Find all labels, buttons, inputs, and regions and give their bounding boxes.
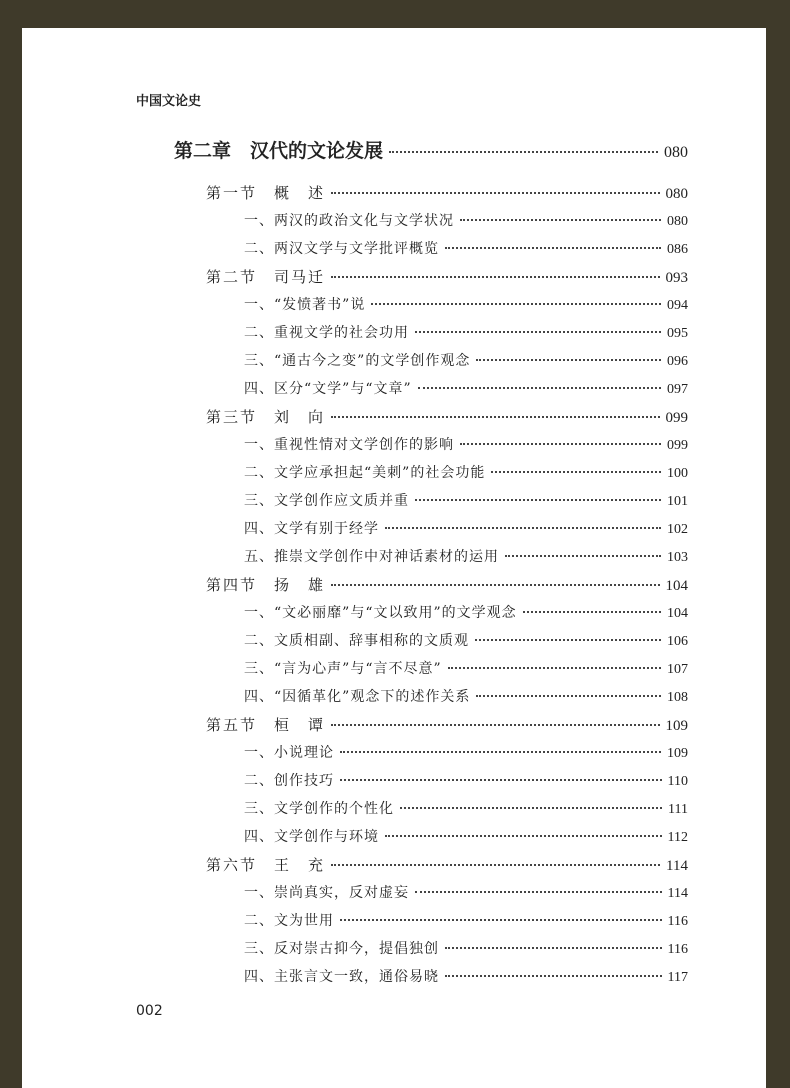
dot-leader bbox=[371, 303, 661, 305]
running-head: 中国文论史 bbox=[136, 94, 202, 109]
toc-item-title: 三、反对崇古抑今，提倡独创 bbox=[244, 941, 439, 957]
toc-section bbox=[206, 854, 688, 875]
toc-section bbox=[206, 714, 688, 735]
toc-item bbox=[244, 490, 688, 510]
dot-leader bbox=[389, 151, 658, 153]
dot-leader bbox=[476, 695, 661, 697]
toc-item-page: 117 bbox=[667, 970, 688, 985]
toc-item-page: 110 bbox=[667, 774, 688, 789]
toc-item-title: 二、两汉文学与文学批评概览 bbox=[244, 241, 439, 257]
toc-section-title: 第六节 王 充 bbox=[206, 856, 326, 874]
toc-item-title: 一、“发愤著书”说 bbox=[244, 297, 366, 313]
toc-chapter bbox=[174, 136, 688, 163]
page-number: 002 bbox=[136, 1003, 163, 1019]
toc-item bbox=[244, 630, 688, 650]
dot-leader bbox=[523, 611, 661, 613]
toc-item-title: 一、重视性情对文学创作的影响 bbox=[244, 437, 454, 453]
toc-section bbox=[206, 182, 688, 203]
toc-item-title: 四、区分“文学”与“文章” bbox=[244, 381, 412, 397]
toc-item bbox=[244, 798, 688, 818]
dot-leader bbox=[331, 416, 659, 418]
toc-section bbox=[206, 574, 688, 595]
toc-item bbox=[244, 378, 688, 398]
dot-leader bbox=[418, 387, 661, 389]
toc-item-page: 112 bbox=[667, 830, 688, 845]
dot-leader bbox=[505, 555, 661, 557]
toc-item-page: 109 bbox=[667, 746, 688, 761]
toc-section-title: 第二节 司马迁 bbox=[206, 268, 326, 286]
toc-item-page: 099 bbox=[667, 438, 688, 453]
dot-leader bbox=[331, 584, 659, 586]
toc-item bbox=[244, 210, 688, 230]
toc-item-page: 107 bbox=[667, 662, 688, 677]
dot-leader bbox=[400, 807, 662, 809]
dot-leader bbox=[331, 276, 659, 278]
toc-item-title: 三、文学创作应文质并重 bbox=[244, 493, 409, 509]
toc-section-page: 093 bbox=[665, 270, 688, 286]
toc-item-page: 101 bbox=[667, 494, 688, 509]
toc-item-title: 二、重视文学的社会功用 bbox=[244, 325, 409, 341]
toc-item-title: 三、文学创作的个性化 bbox=[244, 801, 394, 817]
toc-item bbox=[244, 882, 688, 902]
toc-item-title: 一、“文必丽靡”与“文以致用”的文学观念 bbox=[244, 605, 517, 621]
toc-section-title: 第三节 刘 向 bbox=[206, 408, 326, 426]
book-page bbox=[22, 28, 766, 1088]
toc-section-page: 080 bbox=[665, 186, 688, 202]
toc-item-page: 108 bbox=[667, 690, 688, 705]
dot-leader bbox=[415, 891, 662, 893]
dot-leader bbox=[340, 751, 661, 753]
toc-section-title: 第四节 扬 雄 bbox=[206, 576, 326, 594]
toc-item-page: 094 bbox=[667, 298, 688, 313]
toc-item-page: 097 bbox=[667, 382, 688, 397]
toc-item bbox=[244, 938, 688, 958]
toc-item-page: 102 bbox=[667, 522, 688, 537]
dot-leader bbox=[415, 499, 661, 501]
toc-item-title: 一、小说理论 bbox=[244, 745, 334, 761]
dot-leader bbox=[491, 471, 661, 473]
toc-item-title: 二、创作技巧 bbox=[244, 773, 334, 789]
toc-item-title: 四、主张言文一致，通俗易晓 bbox=[244, 969, 439, 985]
toc-item-title: 五、推崇文学创作中对神话素材的运用 bbox=[244, 549, 499, 565]
toc-item bbox=[244, 294, 688, 314]
toc-item bbox=[244, 238, 688, 258]
dot-leader bbox=[340, 919, 662, 921]
toc-section-page: 114 bbox=[666, 858, 688, 874]
toc-item bbox=[244, 826, 688, 846]
toc-item-page: 086 bbox=[667, 242, 688, 257]
dot-leader bbox=[340, 779, 662, 781]
dot-leader bbox=[445, 947, 662, 949]
toc-item-title: 一、崇尚真实，反对虚妄 bbox=[244, 885, 409, 901]
toc-section-page: 109 bbox=[665, 718, 688, 734]
toc-section-page: 104 bbox=[665, 578, 688, 594]
toc-item bbox=[244, 434, 688, 454]
toc-item-page: 106 bbox=[667, 634, 688, 649]
dot-leader bbox=[331, 724, 659, 726]
toc-item-title: 一、两汉的政治文化与文学状况 bbox=[244, 213, 454, 229]
toc-item-title: 三、“通古今之变”的文学创作观念 bbox=[244, 353, 471, 369]
toc-item-page: 096 bbox=[667, 354, 688, 369]
toc-item-page: 095 bbox=[667, 326, 688, 341]
toc-item-title: 四、文学有别于经学 bbox=[244, 521, 379, 537]
dot-leader bbox=[385, 527, 661, 529]
toc-item-title: 二、文质相副、辞事相称的文质观 bbox=[244, 633, 469, 649]
toc-item bbox=[244, 910, 688, 930]
toc-item-title: 四、文学创作与环境 bbox=[244, 829, 379, 845]
toc-chapter-page: 080 bbox=[664, 144, 688, 161]
toc-item-title: 二、文为世用 bbox=[244, 913, 334, 929]
dot-leader bbox=[331, 192, 659, 194]
toc-item bbox=[244, 770, 688, 790]
toc-section-title: 第一节 概 述 bbox=[206, 184, 326, 202]
dot-leader bbox=[475, 639, 661, 641]
dot-leader bbox=[448, 667, 661, 669]
dot-leader bbox=[460, 443, 661, 445]
dot-leader bbox=[460, 219, 661, 221]
toc-item bbox=[244, 518, 688, 538]
toc-section bbox=[206, 266, 688, 287]
toc-item bbox=[244, 602, 688, 622]
toc-item-title: 四、“因循革化”观念下的述作关系 bbox=[244, 689, 471, 705]
dot-leader bbox=[445, 975, 662, 977]
toc-item bbox=[244, 742, 688, 762]
toc-item-page: 103 bbox=[667, 550, 688, 565]
toc-item-page: 104 bbox=[667, 606, 688, 621]
toc-item-page: 116 bbox=[667, 914, 688, 929]
toc-section-page: 099 bbox=[665, 410, 688, 426]
toc-item bbox=[244, 462, 688, 482]
toc-item-page: 114 bbox=[667, 886, 688, 901]
dot-leader bbox=[385, 835, 662, 837]
dot-leader bbox=[445, 247, 661, 249]
toc-item bbox=[244, 546, 688, 566]
toc-item bbox=[244, 322, 688, 342]
toc-item bbox=[244, 658, 688, 678]
dot-leader bbox=[476, 359, 661, 361]
dot-leader bbox=[331, 864, 660, 866]
toc-item bbox=[244, 966, 688, 986]
toc-item bbox=[244, 686, 688, 706]
toc-chapter-title: 第二章 汉代的文论发展 bbox=[174, 140, 384, 162]
toc-item-title: 二、文学应承担起“美刺”的社会功能 bbox=[244, 465, 486, 481]
toc-section-title: 第五节 桓 谭 bbox=[206, 716, 326, 734]
toc-item-title: 三、“言为心声”与“言不尽意” bbox=[244, 661, 442, 677]
toc-item bbox=[244, 350, 688, 370]
toc-item-page: 111 bbox=[668, 802, 688, 817]
dot-leader bbox=[415, 331, 661, 333]
toc-item-page: 116 bbox=[667, 942, 688, 957]
toc-section bbox=[206, 406, 688, 427]
toc-item-page: 080 bbox=[667, 214, 688, 229]
toc-item-page: 100 bbox=[667, 466, 688, 481]
